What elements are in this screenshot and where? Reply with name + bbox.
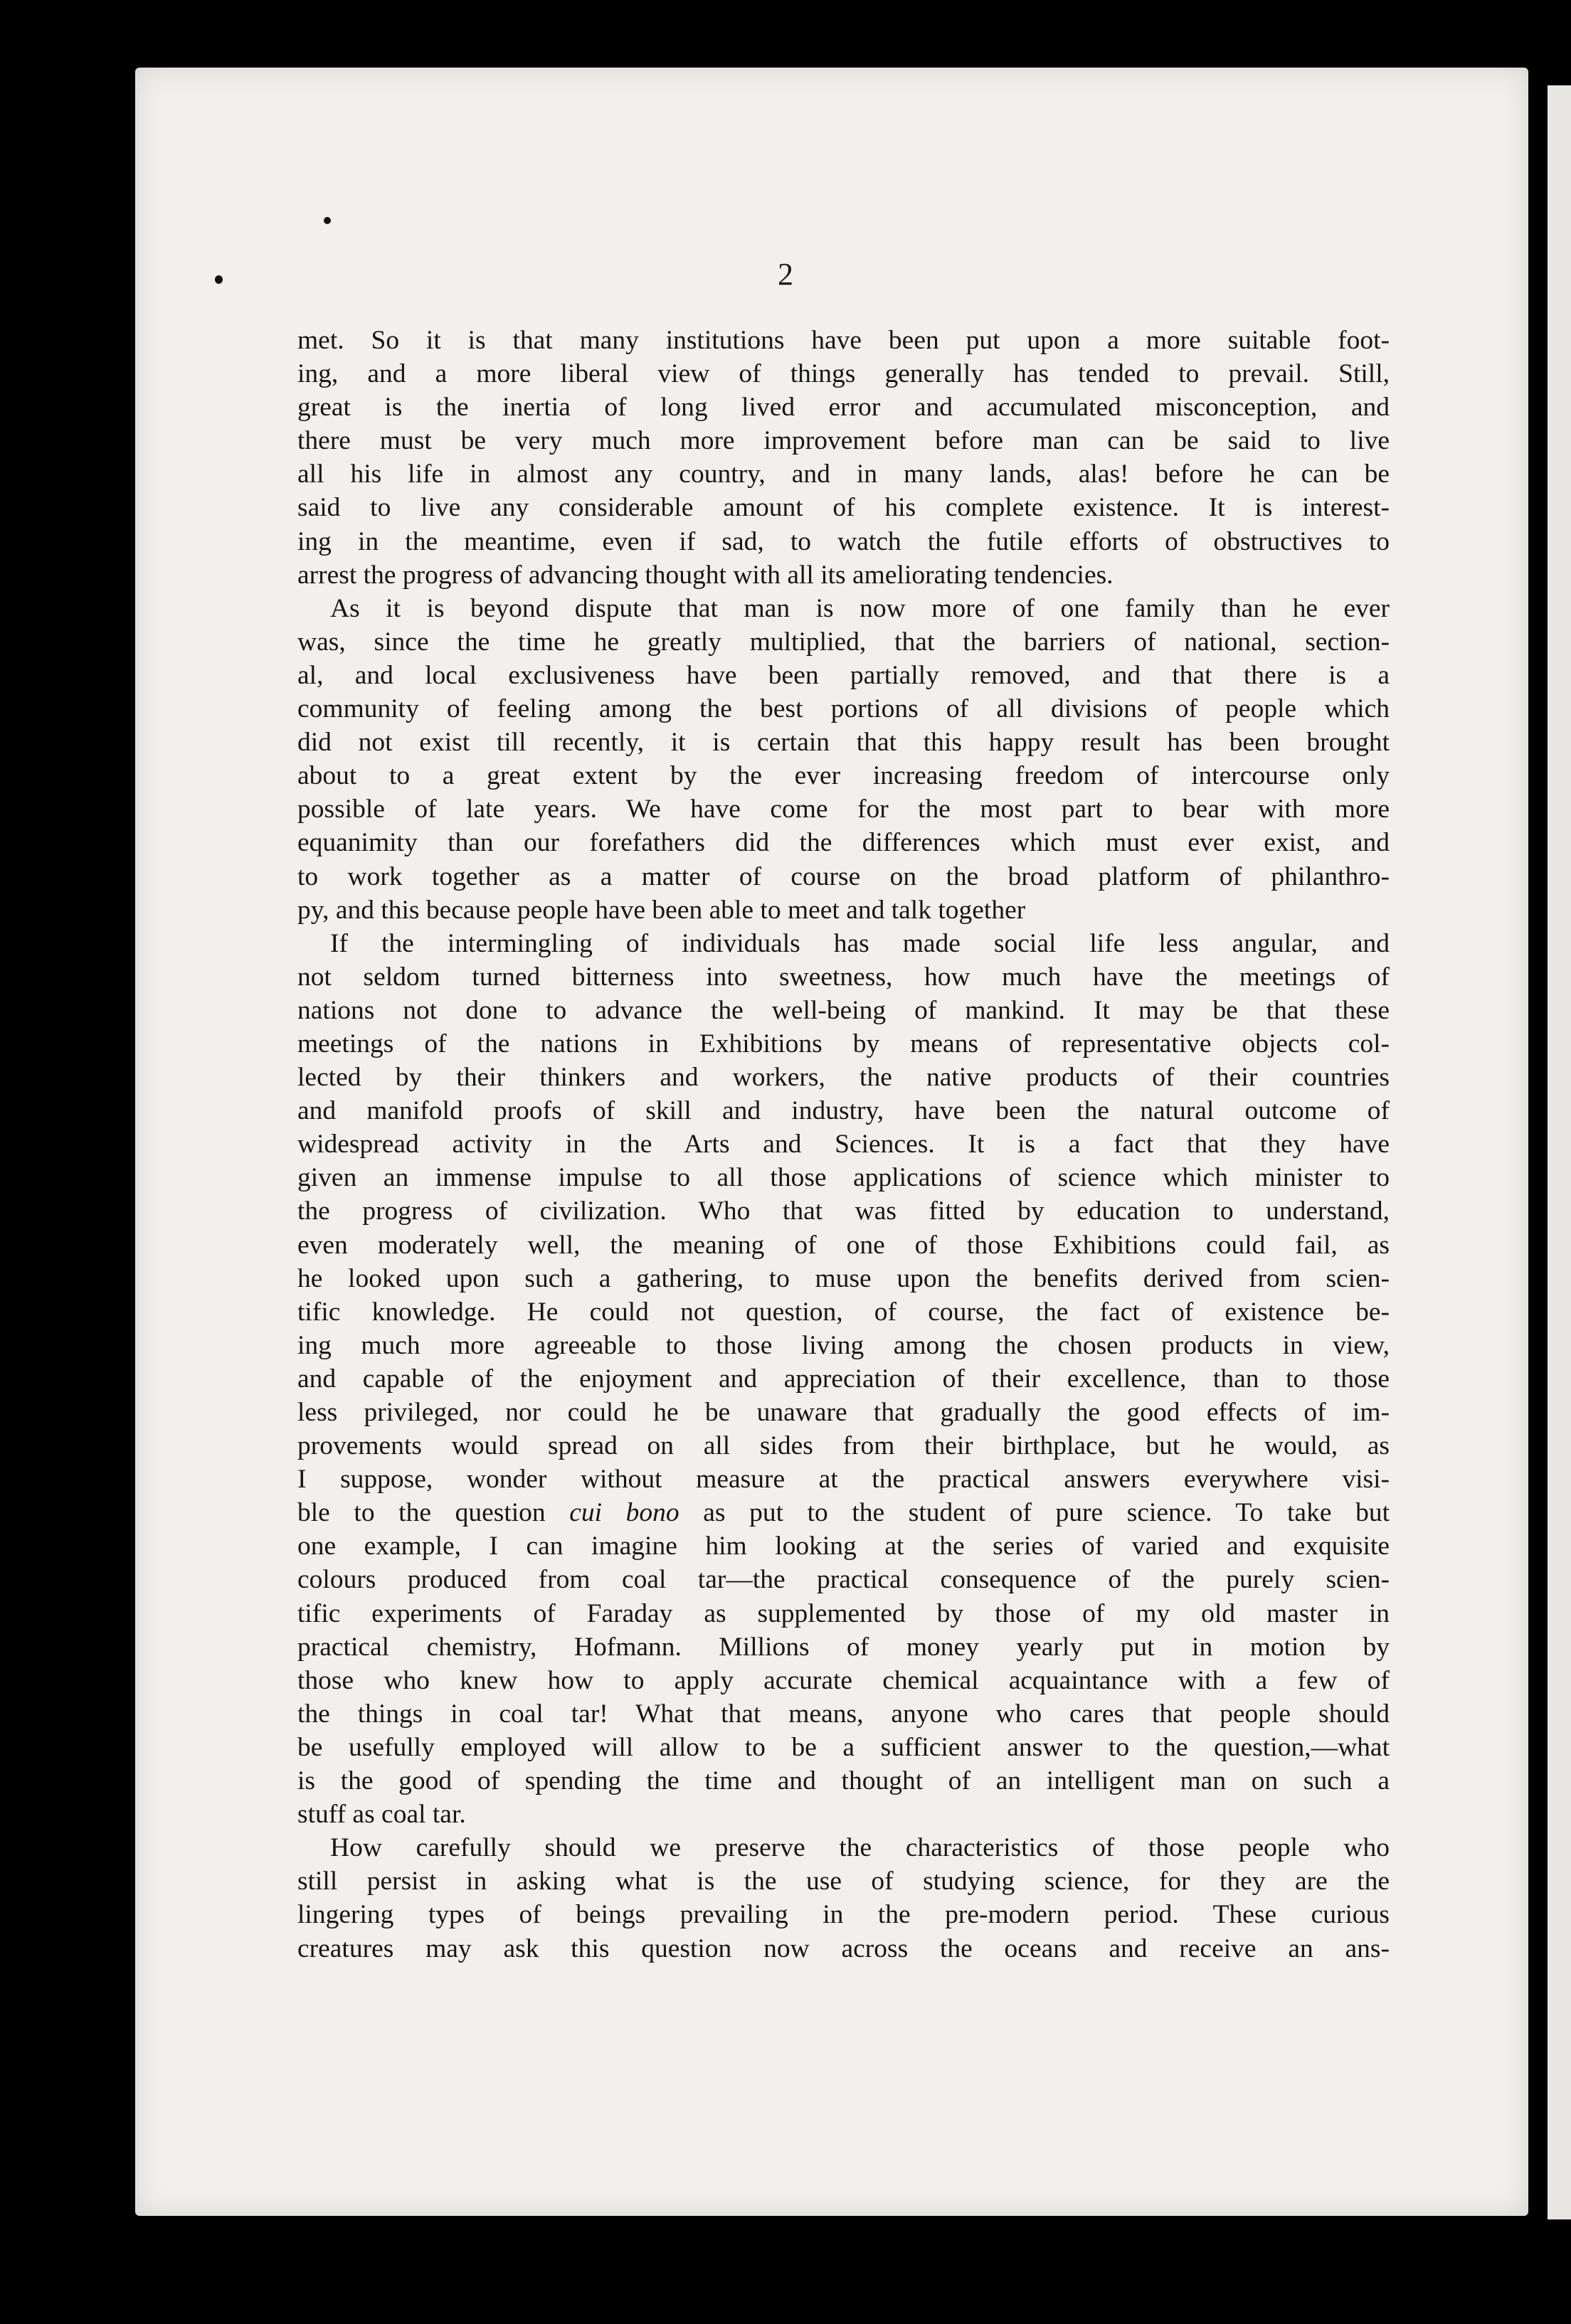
- text-line: still persist in asking what is the use of studying science, for they are the: [297, 1867, 1390, 1896]
- text-line: there must be very much more improvement before man can be said to live: [297, 426, 1390, 456]
- text-line-with-italic: [297, 1496, 1390, 1529]
- text-line: met. So it is that many institutions have been put upon a more suitable foot-: [297, 326, 1390, 355]
- text-line: tific experiments of Faraday as supplemented by those of my old master in: [297, 1598, 1390, 1628]
- adjacent-page-edge: [1548, 85, 1571, 2219]
- text-line: ing, and a more liberal view of things generally has tended to prevail. Still,: [297, 359, 1390, 389]
- text-line: about to a great extent by the ever increasing freedom of intercourse only: [297, 761, 1390, 791]
- text-line: the progress of civilization. Who that was fitted by education to understand,: [297, 1197, 1390, 1226]
- text-line: community of feeling among the best portions of all divisions of people which: [297, 694, 1390, 724]
- text-line: he looked upon such a gathering, to muse upon the benefits derived from scien-: [297, 1263, 1390, 1293]
- text-line: less privileged, nor could he be unaware that gradually the good effects of im-: [297, 1398, 1390, 1427]
- text-line: not seldom turned bitterness into sweetness, how much have the meetings of: [297, 962, 1390, 992]
- text-line: those who knew how to apply accurate chemical acquaintance with a few of: [297, 1665, 1390, 1695]
- text-line: did not exist till recently, it is certain that this happy result has been brought: [297, 728, 1390, 758]
- text-line: given an immense impulse to all those applications of science which minister to: [297, 1163, 1390, 1193]
- text-line: ing in the meantime, even if sad, to watch the futile efforts of obstructives to: [297, 526, 1390, 556]
- page-number: 2: [778, 257, 793, 292]
- text-line: If the intermingling of individuals has made social life less angular, and: [330, 928, 1390, 958]
- text-line: arrest the progress of advancing thought with all its ameliorating tendencies.: [297, 560, 1114, 590]
- text-line: all his life in almost any country, and in many lands, alas! before he can be: [297, 460, 1390, 489]
- text-line: widespread activity in the Arts and Sciences. It is a fact that they have: [297, 1130, 1390, 1160]
- text-fragment: ble to the question: [297, 1498, 546, 1528]
- text-line: be usefully employed will allow to be a sufficient answer to the question,—what: [297, 1732, 1390, 1762]
- text-line: I suppose, wonder without measure at the practical answers everywhere visi-: [297, 1465, 1390, 1495]
- text-line: meetings of the nations in Exhibitions by means of representative objects col-: [297, 1029, 1390, 1058]
- text-line: and manifold proofs of skill and industry, have been the natural outcome of: [297, 1096, 1390, 1126]
- text-line: colours produced from coal tar—the practical consequence of the purely scien-: [297, 1565, 1390, 1595]
- body-text: [297, 324, 1390, 1965]
- italic-phrase: cui bono: [569, 1498, 679, 1528]
- text-line: tific knowledge. He could not question, of course, the fact of existence be-: [297, 1297, 1390, 1327]
- text-line: to work together as a matter of course on the broad platform of philanthro-: [297, 861, 1390, 891]
- text-line: provements would spread on all sides from their birthplace, but he would, as: [297, 1431, 1390, 1461]
- text-line: ing much more agreeable to those living among the chosen products in view,: [297, 1330, 1390, 1360]
- text-line: stuff as coal tar.: [297, 1800, 466, 1830]
- text-line: py, and this because people have been able to meet and talk together: [297, 895, 1026, 925]
- text-line: possible of late years. We have come for the most part to bear with more: [297, 795, 1390, 824]
- text-line: lected by their thinkers and workers, the native products of their countries: [297, 1063, 1390, 1093]
- text-line: creatures may ask this question now across the oceans and receive an ans-: [297, 1933, 1390, 1963]
- text-line: lingering types of beings prevailing in the pre-modern period. These curious: [297, 1900, 1390, 1930]
- text-line: the things in coal tar! What that means, anyone who cares that people should: [297, 1699, 1390, 1729]
- text-line: al, and local exclusiveness have been partially removed, and that there is a: [297, 660, 1390, 690]
- text-fragment: as put to the student of pure science. To take but: [703, 1498, 1390, 1528]
- text-line: equanimity than our forefathers did the differences which must ever exist, and: [297, 828, 1390, 858]
- ink-speck: [324, 217, 331, 224]
- text-line: is the good of spending the time and thought of an intelligent man on such a: [297, 1766, 1390, 1796]
- text-line: was, since the time he greatly multiplied, that the barriers of national, section-: [297, 627, 1390, 657]
- text-line: and capable of the enjoyment and appreciation of their excellence, than to those: [297, 1364, 1390, 1394]
- text-line: even moderately well, the meaning of one of those Exhibitions could fail, as: [297, 1230, 1390, 1260]
- text-line: practical chemistry, Hofmann. Millions of money yearly put in motion by: [297, 1632, 1390, 1662]
- text-line: As it is beyond dispute that man is now more of one family than he ever: [330, 593, 1390, 623]
- text-line: said to live any considerable amount of his complete existence. It is interest-: [297, 493, 1390, 523]
- text-line: great is the inertia of long lived error and accumulated misconception, and: [297, 393, 1390, 423]
- text-line: one example, I can imagine him looking at the series of varied and exquisite: [297, 1532, 1390, 1561]
- text-line: How carefully should we preserve the characteristics of those people who: [330, 1833, 1390, 1863]
- text-line: nations not done to advance the well-being of mankind. It may be that these: [297, 995, 1390, 1025]
